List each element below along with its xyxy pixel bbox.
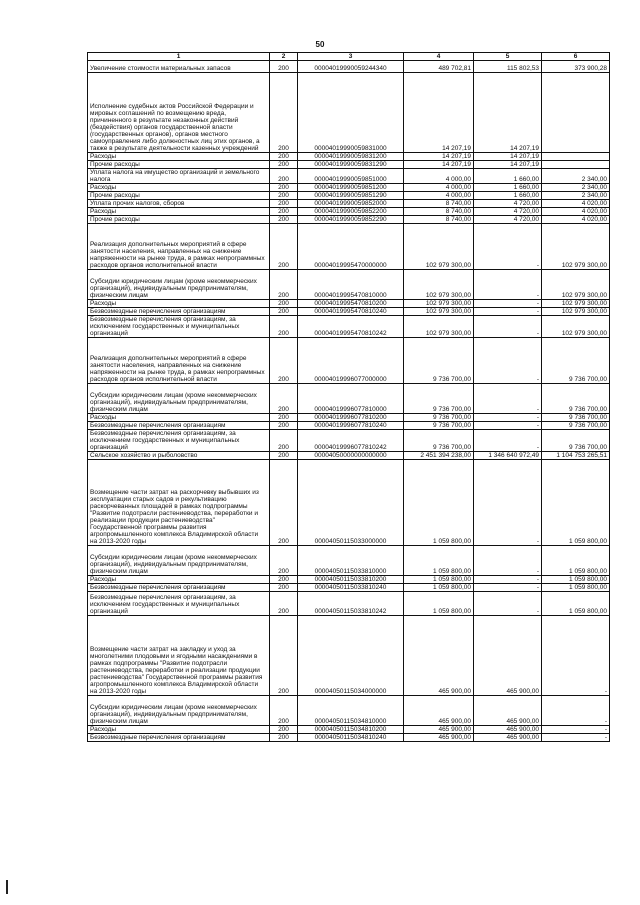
row-line-code: 200	[270, 726, 298, 734]
row-line-code: 200	[270, 270, 298, 300]
row-description: Безвозмездные перечисления организациям	[88, 308, 270, 316]
table-row	[88, 414, 610, 422]
row-budget-code: 00004019995470810242	[298, 316, 404, 338]
row-approved-amount: 8 740,00	[404, 200, 474, 208]
row-approved-amount: 102 979 300,00	[404, 316, 474, 338]
row-remaining-amount: 2 340,00	[542, 169, 610, 184]
row-remaining-amount: -	[542, 616, 610, 696]
row-line-code: 200	[270, 192, 298, 200]
row-description: Возмещение части затрат на закладку и уход за многолетними плодовыми и ягодными насаждениями в рамках подпрограммы "Развитие подотрасли растениеводства, переработки и реализации продукции растениеводства" Государственной программы развития агропромышленного комплекса Владимирской области на 2013-2020 годы	[88, 616, 270, 696]
row-executed-amount: -	[474, 270, 542, 300]
row-description: Безвозмездные перечисления организациям, за исключением государственных и муниципальных организаций	[88, 592, 270, 616]
row-executed-amount: 4 720,00	[474, 208, 542, 216]
row-description: Субсидии юридическим лицам (кроме некоммерческих организаций), индивидуальным предпринимателям, физическим лицам	[88, 384, 270, 414]
table-row	[88, 696, 610, 726]
row-approved-amount: 1 059 800,00	[404, 576, 474, 584]
row-approved-amount: 9 736 700,00	[404, 384, 474, 414]
row-line-code: 200	[270, 452, 298, 460]
row-executed-amount: -	[474, 338, 542, 384]
row-executed-amount: 1 660,00	[474, 169, 542, 184]
row-approved-amount: 4 000,00	[404, 184, 474, 192]
row-approved-amount: 465 900,00	[404, 726, 474, 734]
row-executed-amount: -	[474, 584, 542, 592]
row-executed-amount: 1 660,00	[474, 192, 542, 200]
table-row	[88, 584, 610, 592]
table-row	[88, 184, 610, 192]
row-budget-code: 00004050115034810000	[298, 696, 404, 726]
row-description: Расходы	[88, 576, 270, 584]
row-approved-amount: 8 740,00	[404, 216, 474, 224]
row-line-code: 200	[270, 153, 298, 161]
page-number: 50	[315, 40, 325, 49]
row-executed-amount: -	[474, 576, 542, 584]
row-executed-amount: 1 346 640 972,49	[474, 452, 542, 460]
row-budget-code: 00004019995470810000	[298, 270, 404, 300]
row-description: Расходы	[88, 184, 270, 192]
row-remaining-amount: 4 020,00	[542, 216, 610, 224]
row-description: Субсидии юридическим лицам (кроме некоммерческих организаций), индивидуальным предпринимателям, физическим лицам	[88, 546, 270, 576]
row-executed-amount: 4 720,00	[474, 200, 542, 208]
table-row	[88, 422, 610, 430]
row-budget-code: 00004050115034810240	[298, 734, 404, 742]
row-executed-amount: -	[474, 308, 542, 316]
row-line-code: 200	[270, 576, 298, 584]
row-executed-amount: -	[474, 414, 542, 422]
row-description: Расходы	[88, 726, 270, 734]
row-description: Расходы	[88, 208, 270, 216]
table-row	[88, 726, 610, 734]
row-line-code: 200	[270, 696, 298, 726]
row-line-code: 200	[270, 584, 298, 592]
row-budget-code: 00004019996077810242	[298, 430, 404, 452]
row-line-code: 200	[270, 384, 298, 414]
column-header: 3	[298, 53, 404, 61]
row-approved-amount: 14 207,19	[404, 73, 474, 153]
row-remaining-amount: 1 059 800,00	[542, 584, 610, 592]
row-approved-amount: 9 736 700,00	[404, 414, 474, 422]
table-row	[88, 338, 610, 384]
row-remaining-amount	[542, 73, 610, 153]
row-description: Прочие расходы	[88, 161, 270, 169]
row-remaining-amount: -	[542, 726, 610, 734]
row-remaining-amount: 4 020,00	[542, 208, 610, 216]
row-budget-code: 00004019995470810240	[298, 308, 404, 316]
row-line-code: 200	[270, 422, 298, 430]
row-executed-amount: 1 660,00	[474, 184, 542, 192]
row-line-code: 200	[270, 546, 298, 576]
row-budget-code: 00004019990059244340	[298, 61, 404, 73]
row-budget-code: 00004019996077810000	[298, 384, 404, 414]
table-row	[88, 161, 610, 169]
row-executed-amount: 465 900,00	[474, 616, 542, 696]
row-budget-code: 00004050000000000000	[298, 452, 404, 460]
row-budget-code: 00004019990059851290	[298, 192, 404, 200]
row-approved-amount: 465 900,00	[404, 734, 474, 742]
table-row	[88, 592, 610, 616]
row-remaining-amount: 9 736 700,00	[542, 414, 610, 422]
row-description: Сельское хозяйство и рыболовство	[88, 452, 270, 460]
row-budget-code: 00004050115033810000	[298, 546, 404, 576]
row-executed-amount: -	[474, 384, 542, 414]
table-row	[88, 216, 610, 224]
row-description: Уплата налога на имущество организаций и земельного налога	[88, 169, 270, 184]
row-remaining-amount: 102 979 300,00	[542, 224, 610, 270]
row-executed-amount: -	[474, 316, 542, 338]
row-description: Прочие расходы	[88, 192, 270, 200]
row-line-code: 200	[270, 161, 298, 169]
row-remaining-amount: 373 900,28	[542, 61, 610, 73]
column-header: 2	[270, 53, 298, 61]
row-executed-amount: 465 900,00	[474, 734, 542, 742]
row-remaining-amount: 102 979 300,00	[542, 316, 610, 338]
row-description: Субсидии юридическим лицам (кроме некоммерческих организаций), индивидуальным предпринимателям, физическим лицам	[88, 696, 270, 726]
row-remaining-amount: 4 020,00	[542, 200, 610, 208]
row-approved-amount: 465 900,00	[404, 696, 474, 726]
row-line-code: 200	[270, 216, 298, 224]
row-line-code: 200	[270, 616, 298, 696]
column-header: 4	[404, 53, 474, 61]
row-description: Реализация дополнительных мероприятий в сфере занятости населения, направленных на снижение напряженности на рынке труда, в рамках непрограммных расходов органов исполнительной власти	[88, 224, 270, 270]
table-row	[88, 734, 610, 742]
row-description: Уплата прочих налогов, сборов	[88, 200, 270, 208]
row-remaining-amount: 1 059 800,00	[542, 576, 610, 584]
row-description: Исполнение судебных актов Российской Федерации и мировых соглашений по возмещению вреда, причиненного в результате незаконных действий (бездействия) органов государственной власти (государственных органов), органов местного самоуправления либо должностных лиц этих органов, а также в результате деятельности казенных учреждений	[88, 73, 270, 153]
row-line-code: 200	[270, 460, 298, 546]
row-remaining-amount: 102 979 300,00	[542, 308, 610, 316]
row-budget-code: 00004019996077810240	[298, 422, 404, 430]
row-approved-amount: 1 059 800,00	[404, 546, 474, 576]
table-row	[88, 430, 610, 452]
row-executed-amount: 14 207,19	[474, 161, 542, 169]
row-remaining-amount: 9 736 700,00	[542, 384, 610, 414]
table-row	[88, 224, 610, 270]
row-remaining-amount: 2 340,00	[542, 184, 610, 192]
row-executed-amount: -	[474, 546, 542, 576]
table-row	[88, 73, 610, 153]
row-budget-code: 00004050115033000000	[298, 460, 404, 546]
row-executed-amount: -	[474, 592, 542, 616]
row-remaining-amount: 1 059 800,00	[542, 546, 610, 576]
table-row	[88, 192, 610, 200]
row-line-code: 200	[270, 316, 298, 338]
row-description: Безвозмездные перечисления организациям	[88, 422, 270, 430]
row-remaining-amount	[542, 161, 610, 169]
row-remaining-amount: -	[542, 734, 610, 742]
row-approved-amount: 4 000,00	[404, 169, 474, 184]
row-budget-code: 00004019990059852290	[298, 216, 404, 224]
table-row	[88, 169, 610, 184]
row-executed-amount: -	[474, 300, 542, 308]
row-description: Увеличение стоимости материальных запасов	[88, 61, 270, 73]
row-approved-amount: 2 451 394 238,00	[404, 452, 474, 460]
row-line-code: 200	[270, 61, 298, 73]
row-remaining-amount: 9 736 700,00	[542, 422, 610, 430]
row-budget-code: 00004050115034000000	[298, 616, 404, 696]
row-budget-code: 00004019990059852200	[298, 208, 404, 216]
row-executed-amount: -	[474, 224, 542, 270]
row-budget-code: 00004019990059852000	[298, 200, 404, 208]
table-row	[88, 270, 610, 300]
row-approved-amount: 102 979 300,00	[404, 300, 474, 308]
row-description: Безвозмездные перечисления организациям	[88, 584, 270, 592]
row-approved-amount: 14 207,19	[404, 153, 474, 161]
row-description: Субсидии юридическим лицам (кроме некоммерческих организаций), индивидуальным предпринимателям, физическим лицам	[88, 270, 270, 300]
row-description: Безвозмездные перечисления организациям, за исключением государственных и муниципальных организаций	[88, 430, 270, 452]
row-budget-code: 00004050115033810240	[298, 584, 404, 592]
row-remaining-amount: 102 979 300,00	[542, 270, 610, 300]
table-row	[88, 576, 610, 584]
row-line-code: 200	[270, 414, 298, 422]
row-budget-code: 00004019990059831290	[298, 161, 404, 169]
row-line-code: 200	[270, 200, 298, 208]
table-row	[88, 300, 610, 308]
row-remaining-amount: 102 979 300,00	[542, 300, 610, 308]
row-remaining-amount: -	[542, 696, 610, 726]
row-executed-amount: 465 900,00	[474, 726, 542, 734]
table-row	[88, 546, 610, 576]
row-budget-code: 00004019990059831000	[298, 73, 404, 153]
row-approved-amount: 9 736 700,00	[404, 422, 474, 430]
row-line-code: 200	[270, 734, 298, 742]
row-line-code: 200	[270, 430, 298, 452]
row-remaining-amount: 1 059 800,00	[542, 592, 610, 616]
row-budget-code: 00004019990059831200	[298, 153, 404, 161]
row-approved-amount: 102 979 300,00	[404, 270, 474, 300]
column-header: 5	[474, 53, 542, 61]
row-budget-code: 00004019995470000000	[298, 224, 404, 270]
row-executed-amount: -	[474, 422, 542, 430]
row-approved-amount: 4 000,00	[404, 192, 474, 200]
table-row	[88, 153, 610, 161]
row-description: Безвозмездные перечисления организациям, за исключением государственных и муниципальных организаций	[88, 316, 270, 338]
row-approved-amount: 9 736 700,00	[404, 338, 474, 384]
row-line-code: 200	[270, 73, 298, 153]
row-executed-amount: -	[474, 430, 542, 452]
column-header: 6	[542, 53, 610, 61]
table-row	[88, 208, 610, 216]
table-row	[88, 616, 610, 696]
row-line-code: 200	[270, 208, 298, 216]
row-approved-amount: 102 979 300,00	[404, 308, 474, 316]
row-executed-amount: 4 720,00	[474, 216, 542, 224]
row-remaining-amount: 1 059 800,00	[542, 460, 610, 546]
row-line-code: 200	[270, 224, 298, 270]
table-row	[88, 61, 610, 73]
row-description: Прочие расходы	[88, 216, 270, 224]
scan-mark	[6, 880, 8, 894]
row-description: Реализация дополнительных мероприятий в сфере занятости населения, направленных на снижение напряженности на рынке труда, в рамках непрограммных расходов органов исполнительной власти	[88, 338, 270, 384]
row-budget-code: 00004050115033810200	[298, 576, 404, 584]
row-line-code: 200	[270, 592, 298, 616]
row-line-code: 200	[270, 184, 298, 192]
row-line-code: 200	[270, 300, 298, 308]
table-row	[88, 384, 610, 414]
table-row	[88, 460, 610, 546]
row-budget-code: 00004019996077000000	[298, 338, 404, 384]
column-header: 1	[88, 53, 270, 61]
row-approved-amount: 8 740,00	[404, 208, 474, 216]
row-budget-code: 00004050115034810200	[298, 726, 404, 734]
row-budget-code: 00004019996077810200	[298, 414, 404, 422]
table-row	[88, 200, 610, 208]
row-description: Расходы	[88, 414, 270, 422]
row-approved-amount: 1 059 800,00	[404, 592, 474, 616]
row-remaining-amount: 1 104 753 265,51	[542, 452, 610, 460]
row-approved-amount: 9 736 700,00	[404, 430, 474, 452]
budget-table	[87, 52, 610, 742]
row-executed-amount: 115 802,53	[474, 61, 542, 73]
row-budget-code: 00004019990059851000	[298, 169, 404, 184]
header-row	[88, 53, 610, 61]
row-line-code: 200	[270, 169, 298, 184]
row-executed-amount: 465 900,00	[474, 696, 542, 726]
row-approved-amount: 102 979 300,00	[404, 224, 474, 270]
row-budget-code: 00004019995470810200	[298, 300, 404, 308]
row-remaining-amount: 9 736 700,00	[542, 338, 610, 384]
row-remaining-amount	[542, 153, 610, 161]
row-line-code: 200	[270, 338, 298, 384]
row-remaining-amount: 2 340,00	[542, 192, 610, 200]
row-approved-amount: 489 702,81	[404, 61, 474, 73]
row-budget-code: 00004019990059851200	[298, 184, 404, 192]
table-row	[88, 452, 610, 460]
row-remaining-amount: 9 736 700,00	[542, 430, 610, 452]
row-approved-amount: 465 900,00	[404, 616, 474, 696]
row-description: Возмещение части затрат на раскорчевку выбывших из эксплуатации старых садов и рекультивацию раскорчеванных площадей в рамках подпрограммы "Развитие подотрасли растениеводства, переработки и реализации продукции растениеводства" Государственной программы развития агропромышленного комплекса Владимирской области на 2013-2020 годы	[88, 460, 270, 546]
row-description: Расходы	[88, 153, 270, 161]
row-line-code: 200	[270, 308, 298, 316]
row-executed-amount: 14 207,19	[474, 73, 542, 153]
row-approved-amount: 14 207,19	[404, 161, 474, 169]
row-executed-amount: -	[474, 460, 542, 546]
row-description: Расходы	[88, 300, 270, 308]
row-approved-amount: 1 059 800,00	[404, 460, 474, 546]
table-row	[88, 308, 610, 316]
row-budget-code: 00004050115033810242	[298, 592, 404, 616]
row-description: Безвозмездные перечисления организациям	[88, 734, 270, 742]
row-approved-amount: 1 059 800,00	[404, 584, 474, 592]
row-executed-amount: 14 207,19	[474, 153, 542, 161]
table-row	[88, 316, 610, 338]
